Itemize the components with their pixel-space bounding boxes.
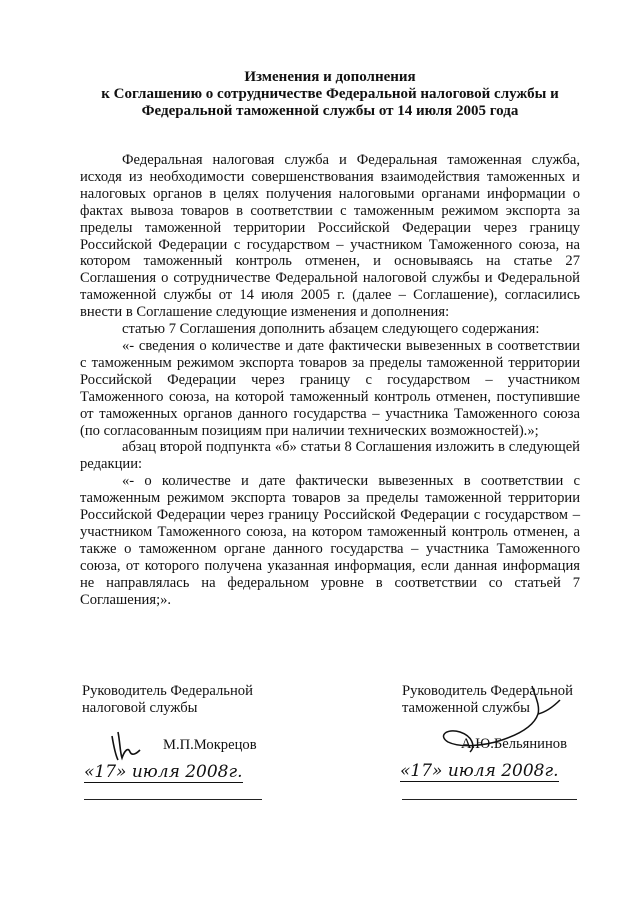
left-handwritten-signature-icon [108, 726, 148, 762]
left-signatory-name: М.П.Мокрецов [163, 737, 257, 753]
right-signatory-name: А.Ю.Бельянинов [461, 736, 567, 752]
paragraph-article8-intro: абзац второй подпункта «б» статьи 8 Соглашения изложить в следующей редакции: [80, 439, 580, 473]
document-title: Изменения и дополнения [244, 69, 416, 85]
right-signature-date: «17» июля 2008г. [400, 761, 559, 781]
right-signature-underline [402, 799, 577, 800]
left-signatory-title [82, 683, 322, 717]
left-title-line1: Руководитель Федеральной [82, 683, 253, 699]
paragraph-article8-text: «- о количестве и дате фактически вывезенных в соответствии с таможенным режимом экспорта товаров за пределы таможенной территории Российской Федерации через границу Российской Федерации с государством – участником Таможенного союза, на котором таможенный контроль отменен, а также о таможенном органе данного государства – участника Таможенного союза, от которого получена указанная информация, если данная информация не направлялась на федеральном уровне в соответствии со статьей 7 Соглашения;». [80, 473, 580, 608]
paragraph-article7-intro: статью 7 Соглашения дополнить абзацем следующего содержания: [122, 321, 540, 338]
left-signature-underline [84, 799, 262, 800]
paragraph-preamble: Федеральная налоговая служба и Федеральная таможенная служба, исходя из необходимости совершенствования взаимодействия таможенных и налоговых органов в целях получения налоговыми органами информации о фактах вывоза товаров в соответствии с таможенным режимом экспорта за пределы таможенной территории Российской Федерации через границу Российской Федерации с государством – участником Таможенного союза, на котором таможенный контроль отменен, и основываясь на статье 27 Соглашения о сотрудничестве Федеральной налоговой службы и Федеральной таможенной службы от 14 июля 2005 г. (далее – Соглашение), согласились внести в Соглашение следующие изменения и дополнения: [80, 152, 580, 321]
document-subtitle-line1: к Соглашению о сотрудничестве Федеральной налоговой службы и [101, 86, 559, 102]
right-title-line2: таможенной службы [402, 700, 530, 716]
document-subtitle-line2: Федеральной таможенной службы от 14 июля 2005 года [141, 103, 519, 119]
document-body [80, 152, 580, 608]
paragraph-article7-text: «- сведения о количестве и дате фактически вывезенных в соответствии с таможенным режимом экспорта товаров за пределы таможенной территории Российской Федерации через границу с государством – участником Таможенного союза, на которой таможенный контроль отменен, поступившие от таможенных органов данного государства – участника Таможенного союза (по согласованным позициям при наличии технических возможностей).»; [80, 337, 580, 439]
right-title-line1: Руководитель Федеральной [402, 683, 573, 699]
left-title-line2: налоговой службы [82, 700, 198, 716]
left-signature-date: «17» июля 2008г. [84, 762, 243, 782]
